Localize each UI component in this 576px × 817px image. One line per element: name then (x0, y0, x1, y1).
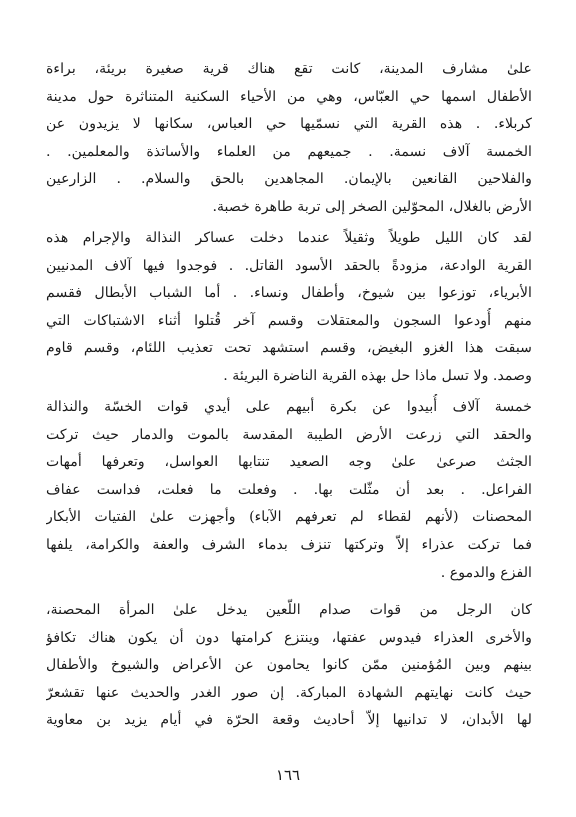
paragraph-line: القرية الوادعة، مزودةً بالحقد الأسود القاتل. . فوجدوا فيها آلاف المدنيين (46, 257, 532, 274)
paragraph-line: سبقت هذا الغزو البغيض، وقسم استشهد تحت تعذيب اللئام، وقسم قاوم (46, 340, 532, 357)
paragraph-line: لقد كان الليل طويلاً وثقيلاً عندما دخلت عساكر النذالة والإجرام هذه (46, 230, 532, 246)
paragraph-line: الفراعل. . بعد أن مثّلت بها. . وفعلت ما فعلت، فداست عفاف (46, 481, 532, 498)
paragraph-line: والحقد التي زرعت الأرض الطيبة المقدسة بالموت والدمار حيث تركت (46, 426, 532, 443)
paragraph-2 (46, 225, 532, 391)
paragraph-line: منهم أُودعوا السجون والمعتقلات وقسم آخر قُتلوا أثناء الاشتباكات التي (46, 312, 532, 329)
paragraph-3 (46, 394, 532, 587)
paragraph-line: الجثث صرعىٰ علىٰ وجه الصعيد تنتابها العواسل، وتعرفها أمهات (46, 454, 532, 471)
paragraph-line: المحصنات (لأنهم لقطاء لم تعرفهم الآباء) وأجهزت علىٰ الفتيات الأبكار (46, 509, 532, 526)
paragraph-line: كان الرجل من قوات صدام اللّعين يدخل علىٰ المرأة المحصنة، (46, 602, 532, 618)
paragraph-line: علىٰ مشارف المدينة، كانت تقع هناك قرية صغيرة بريئة، براءة (46, 61, 532, 77)
paragraph-line: الأرض بالغلال، المحوّلين الصخر إلى تربة طاهرة خصبة. (212, 198, 532, 215)
paragraph-1 (46, 56, 532, 222)
paragraph-line: فما تركت عذراء إلاّ وتركتها تنزف بدماء الشرف والعفة والكرامة، يلفها (46, 536, 532, 553)
paragraph-line: الأبرياء، توزعوا بين شيوخ، وأطفال ونساء. . أما الشباب الأبطال فقسم (46, 285, 532, 302)
paragraph-line: لها الأبدان، لا تدانيها إلاّ أحاديث وقعة الحرّة في أيام يزيد بن معاوية (46, 712, 532, 729)
paragraph-line: كربلاء. . هذه القرية التي نسمّيها حي العباس، سكانها لا يزيدون عن (46, 116, 532, 133)
paragraph-line: خمسة آلاف أُبيدوا عن بكرة أبيهم على أيدي قوات الخسّة والنذالة (46, 399, 532, 415)
paragraph-line: والأخرى العذراء فيدوس عفتها، وينتزع كرامتها دون أن يكون هناك تكافؤ (46, 629, 532, 646)
paragraph-line: وصمد. ولا تسل ماذا حل بهذه القرية الناضرة البريئة . (223, 367, 532, 384)
paragraph-line: حيث كانت نهايتهم الشهادة المباركة. إن صور الغدر والحديث عنها تقشعرّ (46, 684, 532, 701)
paragraph-line: والفلاحين القانعين بالإيمان. المجاهدين بالحق والسلام. . الزارعين (46, 171, 532, 188)
page-number: ١٦٦ (275, 766, 301, 784)
paragraph-line: بينهم وبين المُؤمنين ممّن كانوا يحامون عن الأعراض والشيوخ والأطفال (46, 657, 532, 674)
paragraph-line: الفزع والدموع . (440, 564, 532, 581)
paragraph-line: الأطفال اسمها حي العبّاس، وهي من الأحياء السكنية المتناثرة حول مدينة (46, 88, 532, 105)
paragraph-4 (46, 597, 532, 735)
paragraph-line: الخمسة آلاف نسمة. . جميعهم من العلماء والأساتذة والمعلمين. . (46, 143, 532, 160)
